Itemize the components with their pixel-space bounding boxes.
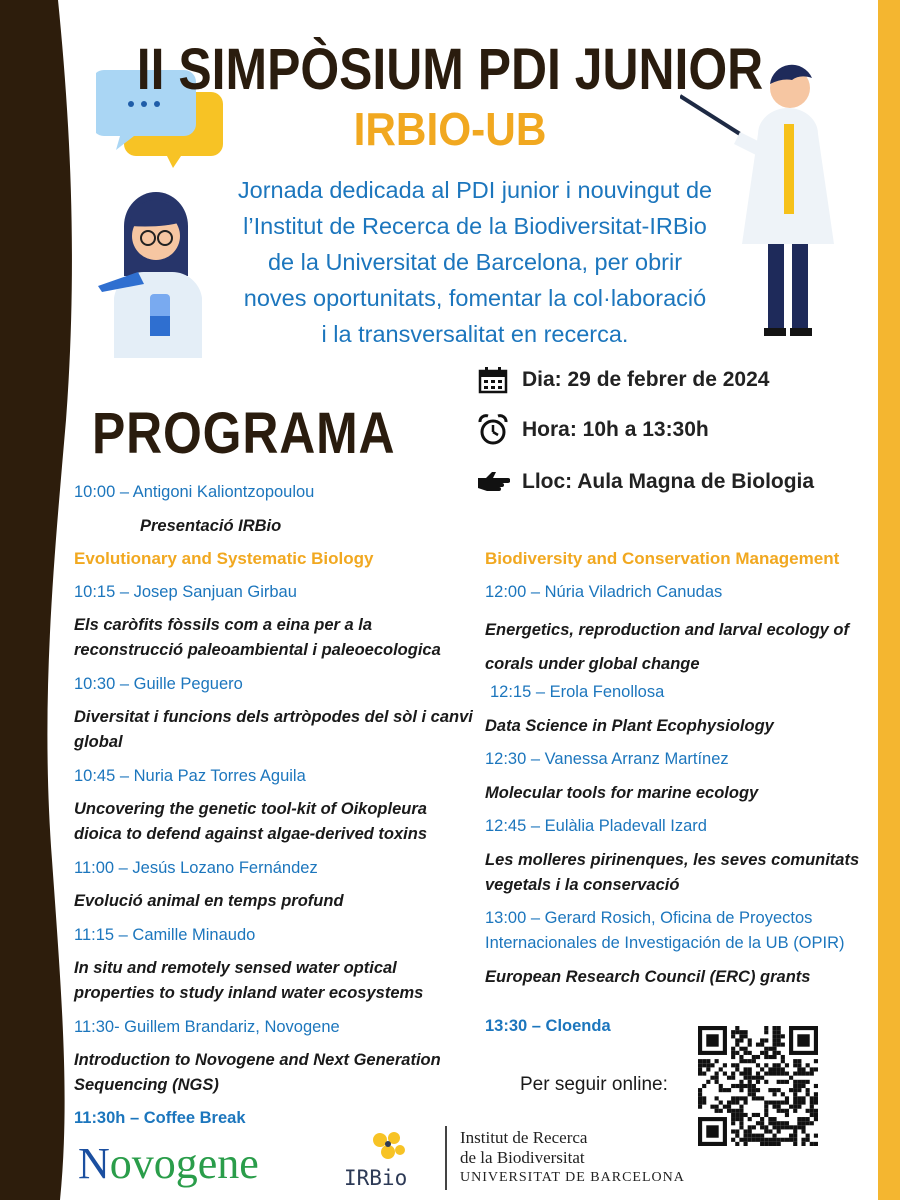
talk-time: 13:00 – Gerard Rosich, Oficina de Proyectos Internacionales de Investigación de la UB (OPIR) [485, 909, 845, 952]
talk-time: 10:30 – Guille Peguero [74, 675, 243, 693]
institute-line: de la Biodiversitat [460, 1148, 585, 1167]
coffee-break: 11:30h – Coffee Break [74, 1109, 246, 1127]
symposium-title: II SIMPÒSIUM PDI JUNIOR [136, 37, 764, 102]
intro-line: l’Institut de Recerca de la Biodiversitat-IRBio [243, 213, 707, 239]
talk-time: 12:15 – Erola Fenollosa [490, 683, 665, 701]
talk-title: Molecular tools for marine ecology [485, 784, 759, 802]
talk-time: 11:15 – Camille Minaudo [74, 926, 256, 944]
talk-title: Introduction to Novogene and Next Generation Sequencing (NGS) [74, 1051, 441, 1094]
calendar-icon [476, 364, 510, 396]
symposium-subtitle: IRBIO-UB [353, 103, 547, 155]
talk-time: 11:30- Guillem Brandariz, Novogene [74, 1018, 340, 1036]
talk-title: Els caròfits fòssils com a eina per a la reconstrucció paleoambiental i paleoecologica [74, 616, 441, 659]
institute-logo-text [460, 1128, 685, 1188]
qr-code[interactable] [698, 1026, 818, 1146]
university-name: UNIVERSITAT DE BARCELONA [460, 1170, 685, 1185]
event-time: Hora: 10h a 13:30h [522, 418, 709, 441]
talk-time: 10:45 – Nuria Paz Torres Aguila [74, 767, 306, 785]
talk-title: Energetics, reproduction and larval ecology of corals under global change [485, 621, 849, 673]
irbio-flower-icon [368, 1130, 408, 1164]
talk-time: 10:15 – Josep Sanjuan Girbau [74, 583, 297, 601]
intro-line: de la Universitat de Barcelona, per obrir [267, 249, 683, 275]
section-evolutionary: Evolutionary and Systematic Biology [74, 549, 374, 568]
talk-title: Les molleres pirinenques, les seves comunitats vegetals i la conservació [485, 851, 860, 894]
section-biodiversity: Biodiversity and Conservation Management [485, 549, 840, 568]
talk-title: In situ and remotely sensed water optical properties to study inland water ecosystems [74, 959, 424, 1002]
closing: 13:30 – Cloenda [485, 1017, 611, 1035]
logo-separator [445, 1126, 447, 1190]
institute-line: Institut de Recerca [460, 1128, 588, 1147]
opening-time: 10:00 – Antigoni Kaliontzopoulou [74, 483, 315, 501]
talk-time: 12:00 – Núria Viladrich Canudas [485, 583, 723, 601]
novogene-logo-rest: ovogene [109, 1139, 259, 1188]
online-label: Per seguir online: [520, 1074, 668, 1095]
event-date-row [476, 364, 769, 396]
pointing-hand-icon [476, 466, 510, 498]
talk-time: 12:30 – Vanessa Arranz Martínez [485, 750, 729, 768]
talk-title: European Research Council (ERC) grants [485, 968, 811, 986]
irbio-logo-text: IRBio [344, 1166, 408, 1190]
talk-time: 12:45 – Eulàlia Pladevall Izard [485, 817, 707, 835]
talk-time: 11:00 – Jesús Lozano Fernández [74, 859, 318, 877]
programa-heading: PROGRAMA [92, 401, 396, 466]
opening-talk: Presentació IRBio [140, 517, 282, 535]
talk-title: Evolució animal en temps profund [74, 892, 344, 910]
intro-line: i la transversalitat en recerca. [321, 321, 629, 347]
talk-title: Diversitat i funcions dels artròpodes del sòl i canvi global [74, 708, 473, 751]
talk-title: Data Science in Plant Ecophysiology [485, 717, 774, 735]
event-time-row [476, 414, 709, 446]
novogene-logo [78, 1138, 259, 1189]
event-place-row [476, 466, 814, 498]
event-place: Lloc: Aula Magna de Biologia [522, 470, 815, 493]
intro-line: noves oportunitats, fomentar la col·laboració [243, 285, 707, 311]
novogene-logo-initial: N [78, 1139, 110, 1188]
event-date: Dia: 29 de febrer de 2024 [522, 368, 770, 391]
intro-line: Jornada dedicada al PDI junior i nouvingut de [237, 177, 713, 203]
alarm-clock-icon [476, 414, 510, 446]
talk-title: Uncovering the genetic tool-kit of Oikopleura dioica to defend against algae-derived toxins [74, 800, 427, 843]
left-wave-band [0, 0, 78, 1200]
intro-text [190, 172, 760, 352]
